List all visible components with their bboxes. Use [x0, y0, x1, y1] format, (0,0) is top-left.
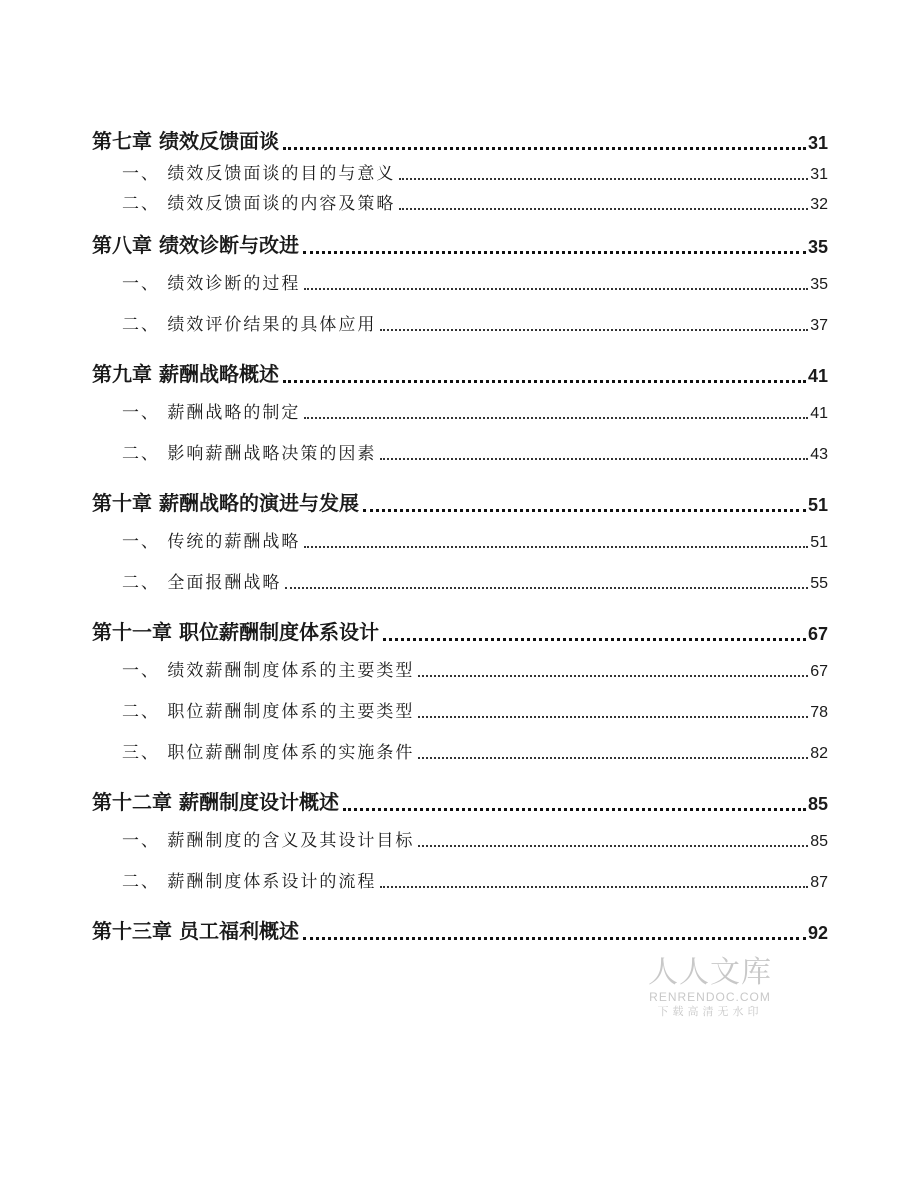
- toc-entry[interactable]: [92, 862, 828, 892]
- toc-entry-page: 41: [810, 405, 828, 422]
- toc-entry[interactable]: [92, 154, 828, 184]
- toc-entry[interactable]: [92, 522, 828, 552]
- dot-leader: [283, 379, 806, 383]
- toc-entry-page: 43: [810, 446, 828, 463]
- toc-entry-title: 第七章 绩效反馈面谈: [92, 129, 279, 153]
- toc-entry-title: 一、 传统的薪酬战略: [122, 532, 301, 552]
- toc-entry-page: 85: [807, 794, 828, 814]
- dot-leader: [380, 457, 808, 460]
- dot-leader: [283, 146, 806, 150]
- toc-entry-title: 二、 薪酬制度体系设计的流程: [122, 872, 377, 892]
- toc-entry-page: 31: [807, 133, 828, 153]
- toc-entry-page: 32: [810, 196, 828, 213]
- toc-entry[interactable]: [92, 118, 828, 154]
- toc-entry-page: 55: [810, 575, 828, 592]
- toc-entry-title: 一、 绩效诊断的过程: [122, 274, 301, 294]
- dot-leader: [303, 936, 806, 940]
- toc-entry[interactable]: [92, 222, 828, 258]
- toc-entry[interactable]: [92, 779, 828, 815]
- dot-leader: [418, 844, 808, 847]
- toc-entry[interactable]: [92, 651, 828, 681]
- toc-entry-title: 一、 绩效薪酬制度体系的主要类型: [122, 661, 415, 681]
- toc-entry-title: 第十章 薪酬战略的演进与发展: [92, 491, 359, 515]
- toc-entry-title: 第九章 薪酬战略概述: [92, 362, 279, 386]
- toc-entry-page: 78: [810, 704, 828, 721]
- toc-entry[interactable]: [92, 821, 828, 851]
- toc-entry-title: 二、 绩效评价结果的具体应用: [122, 315, 377, 335]
- toc-entry[interactable]: [92, 393, 828, 423]
- toc-entry-page: 85: [810, 833, 828, 850]
- toc-entry-page: 51: [807, 495, 828, 515]
- toc-entry-title: 一、 绩效反馈面谈的目的与意义: [122, 164, 396, 184]
- toc-entry-page: 67: [810, 663, 828, 680]
- toc-entry[interactable]: [92, 351, 828, 387]
- dot-leader: [285, 586, 808, 589]
- toc-entry[interactable]: [92, 184, 828, 214]
- toc-entry[interactable]: [92, 563, 828, 593]
- toc-entry[interactable]: [92, 733, 828, 763]
- toc-entry-title: 一、 薪酬战略的制定: [122, 403, 301, 423]
- toc-entry-page: 31: [810, 166, 828, 183]
- toc-entry-title: 一、 薪酬制度的含义及其设计目标: [122, 831, 415, 851]
- dot-leader: [304, 545, 808, 548]
- toc-entry-page: 35: [807, 237, 828, 257]
- toc-entry[interactable]: [92, 609, 828, 645]
- dot-leader: [343, 807, 806, 811]
- dot-leader: [399, 207, 808, 210]
- toc-entry-title: 第十三章 员工福利概述: [92, 919, 299, 943]
- dot-leader: [383, 637, 806, 641]
- toc-entry[interactable]: [92, 480, 828, 516]
- toc-entry-page: 51: [810, 534, 828, 551]
- toc-entry-page: 37: [810, 317, 828, 334]
- toc-entry[interactable]: [92, 264, 828, 294]
- toc-entry-page: 92: [807, 923, 828, 943]
- toc-entry-title: 二、 全面报酬战略: [122, 573, 282, 593]
- toc-entry-page: 67: [807, 624, 828, 644]
- toc-entry[interactable]: [92, 692, 828, 722]
- toc-entry-title: 第十二章 薪酬制度设计概述: [92, 790, 339, 814]
- toc-entry[interactable]: [92, 305, 828, 335]
- dot-leader: [418, 715, 808, 718]
- toc-entry[interactable]: [92, 908, 828, 944]
- toc-entry-title: 二、 绩效反馈面谈的内容及策略: [122, 194, 396, 214]
- toc-entry-page: 82: [810, 745, 828, 762]
- toc-entry-page: 41: [807, 366, 828, 386]
- toc-entry-title: 三、 职位薪酬制度体系的实施条件: [122, 743, 415, 763]
- dot-leader: [418, 756, 808, 759]
- toc-entry-title: 二、 职位薪酬制度体系的主要类型: [122, 702, 415, 722]
- watermark-url: RENRENDOC.COM: [649, 990, 771, 1004]
- dot-leader: [399, 177, 808, 180]
- table-of-contents: [92, 118, 828, 944]
- dot-leader: [304, 416, 808, 419]
- toc-entry[interactable]: [92, 434, 828, 464]
- toc-entry-title: 第十一章 职位薪酬制度体系设计: [92, 620, 379, 644]
- dot-leader: [418, 674, 808, 677]
- dot-leader: [380, 885, 808, 888]
- dot-leader: [303, 250, 806, 254]
- dot-leader: [304, 287, 808, 290]
- watermark: [640, 956, 780, 1020]
- watermark-logo-text: 人人文库: [648, 955, 772, 990]
- toc-entry-page: 35: [810, 276, 828, 293]
- toc-entry-page: 87: [810, 874, 828, 891]
- dot-leader: [380, 328, 808, 331]
- watermark-note: 下载高清无水印: [657, 1005, 763, 1018]
- toc-entry-title: 第八章 绩效诊断与改进: [92, 233, 299, 257]
- toc-entry-title: 二、 影响薪酬战略决策的因素: [122, 444, 377, 464]
- dot-leader: [363, 508, 806, 512]
